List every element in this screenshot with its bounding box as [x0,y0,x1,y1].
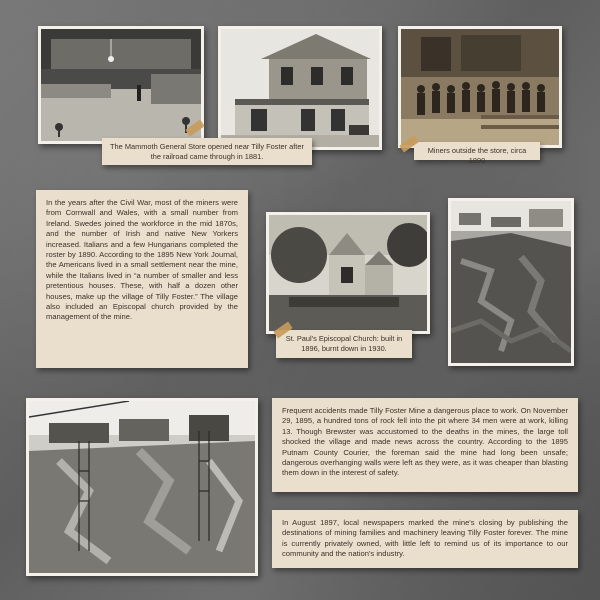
miners-caption-text: Miners outside the store, circa 1890 [427,146,527,165]
store-interior-icon [41,29,201,141]
mine-pit-icon [451,201,571,363]
store-interior-photo [38,26,204,144]
store-exterior-icon [221,29,379,147]
church-icon [269,215,427,331]
miners-caption [414,142,540,165]
accidents-paragraph-text: Frequent accidents made Tilly Foster Mine a dangerous place to work. On November 29, 1895, a hundred tons of rock fell into the pit where 34 men were at work, killing 13. Though Brewster was accustomed to the deaths in the mines, the large toll shocked the village and made news across the country. According to the 1895 Putnam County Courier, the foreman said the mine had long been unsafe; dangerous overhanging walls were left as they were, as it was cheaper than blasting them down in the interest of safety. [282,406,568,478]
closing-paragraph [272,510,578,568]
miners-group-photo [398,26,562,148]
mine-works-photo [26,398,258,576]
mine-pit-photo [448,198,574,366]
church-caption-text: St. Paul's Episcopal Church: built in 1896, burnt down in 1930. [285,334,403,353]
miners-group-icon [401,29,559,145]
immigrants-paragraph [36,190,248,368]
church-photo [266,212,430,334]
mine-works-icon [29,401,255,573]
store-exterior-photo [218,26,382,150]
immigrants-paragraph-text: In the years after the Civil War, most of the miners were from Cornwall and Wales, with a small number from Ireland. Swedes joined the workforce in the mid 1870s, and the number of Irish and native New Yorkers increased. Italians and a few Hungarians completed the roster by 1890. According to the 1895 New York Journal, the Americans lived in a small settlement near the mine, while the Italians lived in “a number of smaller and less pretentious houses. These, with half a dozen other houses, make up the village of Tilly Foster.” The village also included an Episcopal church provided by the management of the mine. [46,198,238,322]
store-caption [102,138,312,165]
closing-paragraph-text: In August 1897, local newspapers marked the mine's closing by publishing the destinations of mining families and machinery leaving Tilly Foster forever. The mine is currently privately owned, with little left to remind us of its importance to our community and the nation's industry. [282,518,568,559]
church-caption [276,330,412,358]
store-caption-text: The Mammoth General Store opened near Tilly Foster after the railroad came through in 1881. [110,142,304,161]
accidents-paragraph [272,398,578,492]
